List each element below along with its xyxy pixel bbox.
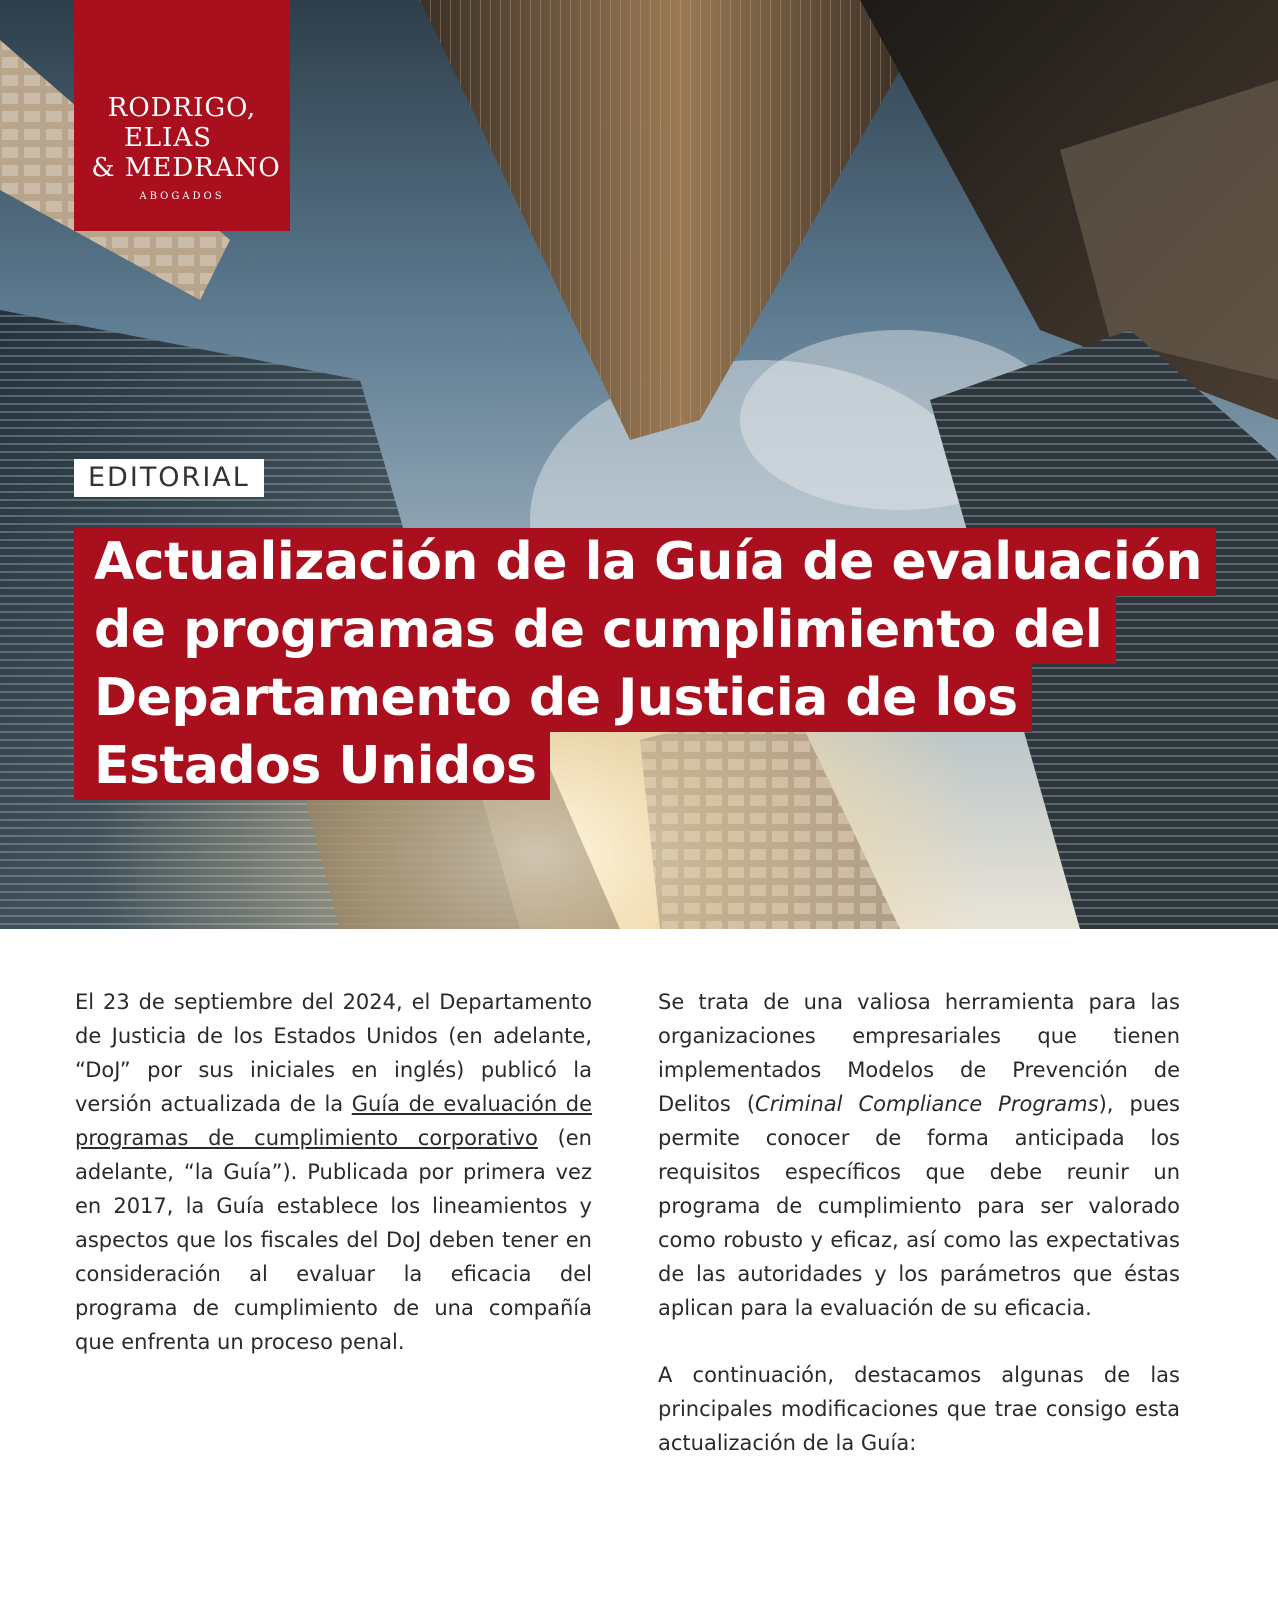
title-line-4: Estados Unidos — [74, 732, 550, 800]
guide-link[interactable]: Guía de evaluación de programas de cumplimiento corporativo — [75, 1092, 592, 1150]
left-paragraph-1 — [75, 985, 592, 1359]
right-p1-text-end: ), pues permite conocer de forma anticipada los requisitos específicos que debe reunir un programa de cumplimiento para ser valorado como robusto y eficaz, así como las expectativas de las autoridades y los parámetros que éstas aplican para la evaluación de su eficacia. — [658, 1092, 1180, 1320]
section-tag: EDITORIAL — [74, 459, 264, 497]
left-column — [75, 985, 592, 1392]
logo-subtitle: ABOGADOS — [139, 191, 225, 202]
firm-logo — [74, 0, 290, 231]
title-line-1: Actualización de la Guía de evaluación — [74, 528, 1216, 596]
logo-line-2: ELIAS — [123, 123, 213, 153]
right-paragraph-1 — [658, 985, 1180, 1325]
right-paragraph-2: A continuación, destacamos algunas de las principales modificaciones que trae consigo esta actualización de la Guía: — [658, 1363, 1180, 1455]
logo-line-3: & MEDRANO — [91, 153, 281, 183]
title-line-3: Departamento de Justicia de los — [74, 664, 1032, 732]
right-p1-text-start: Se trata de una valiosa herramienta para las organizaciones empresariales que tienen implementados Modelos de Prevención de Delitos ( — [658, 990, 1180, 1116]
logo-line-1: RODRIGO, — [107, 93, 257, 123]
page-title — [74, 528, 1214, 800]
right-column — [658, 985, 1180, 1493]
left-p1-text-start: El 23 de septiembre del 2024, el Departamento de Justicia de los Estados Unidos (en adelante, “DoJ” por sus iniciales en inglés) publicó la versión actualizada de la — [75, 990, 592, 1116]
right-p1-italic: Criminal Compliance Programs — [755, 1092, 1099, 1116]
title-line-2: de programas de cumplimiento del — [74, 596, 1116, 664]
left-p1-text-end: (en adelante, “la Guía”). Publicada por primera vez en 2017, la Guía establece los lineamientos y aspectos que los fiscales del DoJ deben tener en consideración al evaluar la eficacia del programa de cumplimiento de una compañía que enfrenta un proceso penal. — [75, 1126, 592, 1354]
